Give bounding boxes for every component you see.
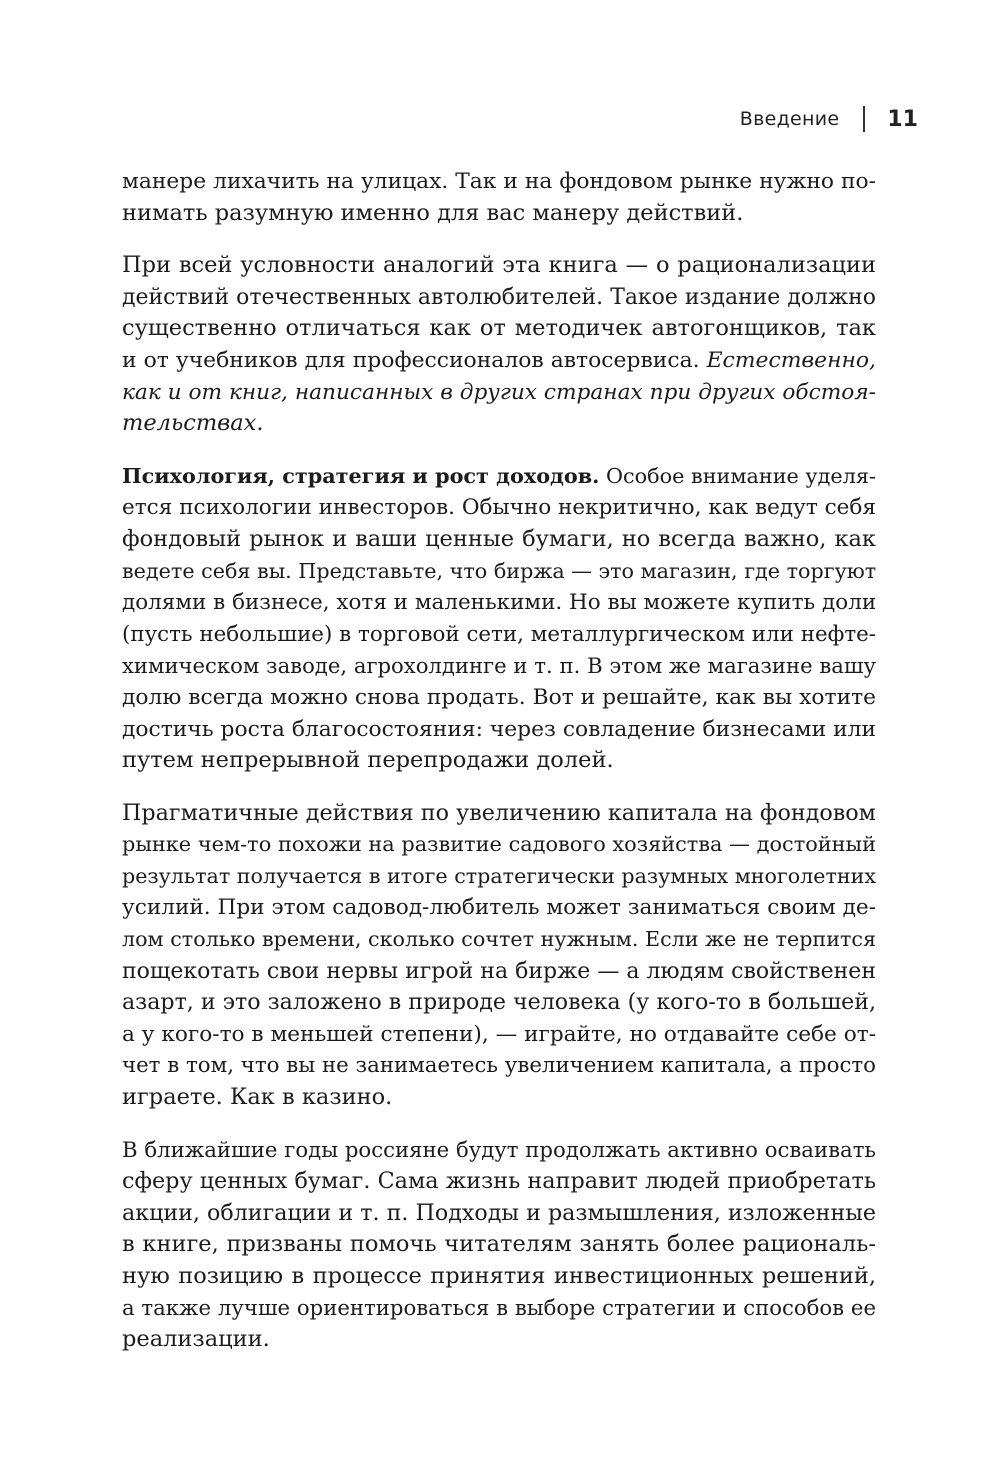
- text-line: пощекотать свои нервы игрой на бирже — а людям свойственен: [122, 958, 876, 984]
- text-line: лом столько времени, сколько сочтет нужным. Если же не терпится: [122, 927, 876, 952]
- text-line: При всей условности аналогий эта книга — о рационализации: [122, 252, 876, 279]
- text-line: чет в том, что вы не занимаетесь увеличением капитала, а просто: [122, 1053, 876, 1079]
- text-line: действий отечественных автолюбителей. Такое издание должно: [122, 284, 876, 310]
- page-number: 11: [887, 106, 918, 132]
- text-line: а у кого-то в меньшей степени), — играйте, но отдавайте себе от-: [122, 1021, 876, 1047]
- italic-run: Естественно,: [706, 347, 876, 373]
- text-line: усилий. При этом садовод-любитель может заниматься своим де-: [122, 895, 876, 921]
- text-line: результат получается в итоге стратегически разумных многолетних: [122, 863, 876, 888]
- paragraph-3: [122, 461, 876, 777]
- bold-lead-in: Психология, стратегия и рост доходов.: [122, 463, 600, 488]
- text-line: акции, облигации и т. п. Подходы и размышления, изложенные: [122, 1199, 876, 1226]
- running-header: [740, 102, 918, 136]
- text-line: химическом заводе, агрохолдинге и т. п. В этом же магазине вашу: [122, 653, 876, 679]
- text-line: в книге, призваны помочь читателям занять более рациональ-: [122, 1231, 876, 1258]
- paragraph-2: [122, 250, 876, 440]
- text-line: а также лучше ориентироваться в выборе стратегии и способов ее: [122, 1295, 876, 1321]
- text-line: фондовый рынок и ваши ценные бумаги, но всегда важно, как: [122, 525, 876, 552]
- italic-line: тельствах.: [122, 410, 264, 437]
- paragraph-1: [122, 166, 876, 229]
- text-line: долю всегда можно снова продать. Вот и решайте, как вы хотите: [122, 684, 876, 710]
- text-line: существенно отличаться как от методичек автогонщиков, так: [122, 315, 876, 342]
- text-line: сферу ценных бумаг. Сама жизнь направит людей приобретать: [122, 1168, 876, 1195]
- paragraph-4: [122, 798, 876, 1114]
- text-run: Особое внимание уделя-: [599, 463, 876, 488]
- text-line-mixed: [122, 345, 876, 377]
- text-line: играете. Как в казино.: [122, 1084, 393, 1111]
- text-line: манере лихачить на улицах. Так и на фондовом рынке нужно по-: [122, 169, 876, 194]
- paragraph-5: [122, 1135, 876, 1356]
- text-run: и от учебников для профессионалов автосервиса.: [122, 347, 707, 373]
- italic-line: как и от книг, написанных в других странах при других обстоя-: [122, 379, 876, 405]
- text-line: азарт, и это заложено в природе человека (у кого-то в большей,: [122, 989, 876, 1016]
- text-line: достичь роста благосостояния: через совладение бизнесами или: [122, 716, 876, 742]
- text-line: рынке чем-то похожи на развитие садового хозяйства — достойный: [122, 832, 876, 857]
- body-text: [122, 166, 876, 1377]
- text-line-lead: [122, 461, 876, 493]
- text-line: ведете себя вы. Представьте, что биржа — это магазин, где торгуют: [122, 558, 877, 583]
- header-divider: [863, 106, 865, 132]
- text-line: путем непрерывной перепродажи долей.: [122, 747, 614, 774]
- text-line: В ближайшие годы россияне будут продолжать активно осваивать: [122, 1137, 876, 1163]
- text-line: Прагматичные действия по увеличению капитала на фондовом: [122, 799, 876, 826]
- text-line: (пусть небольшие) в торговой сети, металлургическом или нефте-: [122, 621, 876, 647]
- section-title: Введение: [739, 108, 840, 130]
- text-line: ную позицию в процессе принятия инвестиционных решений,: [122, 1263, 876, 1289]
- text-line: ется психологии инвесторов. Обычно некритично, как ведут себя: [122, 495, 876, 521]
- text-line: нимать разумную именно для вас манеру действий.: [122, 199, 744, 226]
- text-line: реализации.: [122, 1326, 270, 1353]
- text-line: долями в бизнесе, хотя и маленькими. Но вы можете купить доли: [122, 590, 877, 616]
